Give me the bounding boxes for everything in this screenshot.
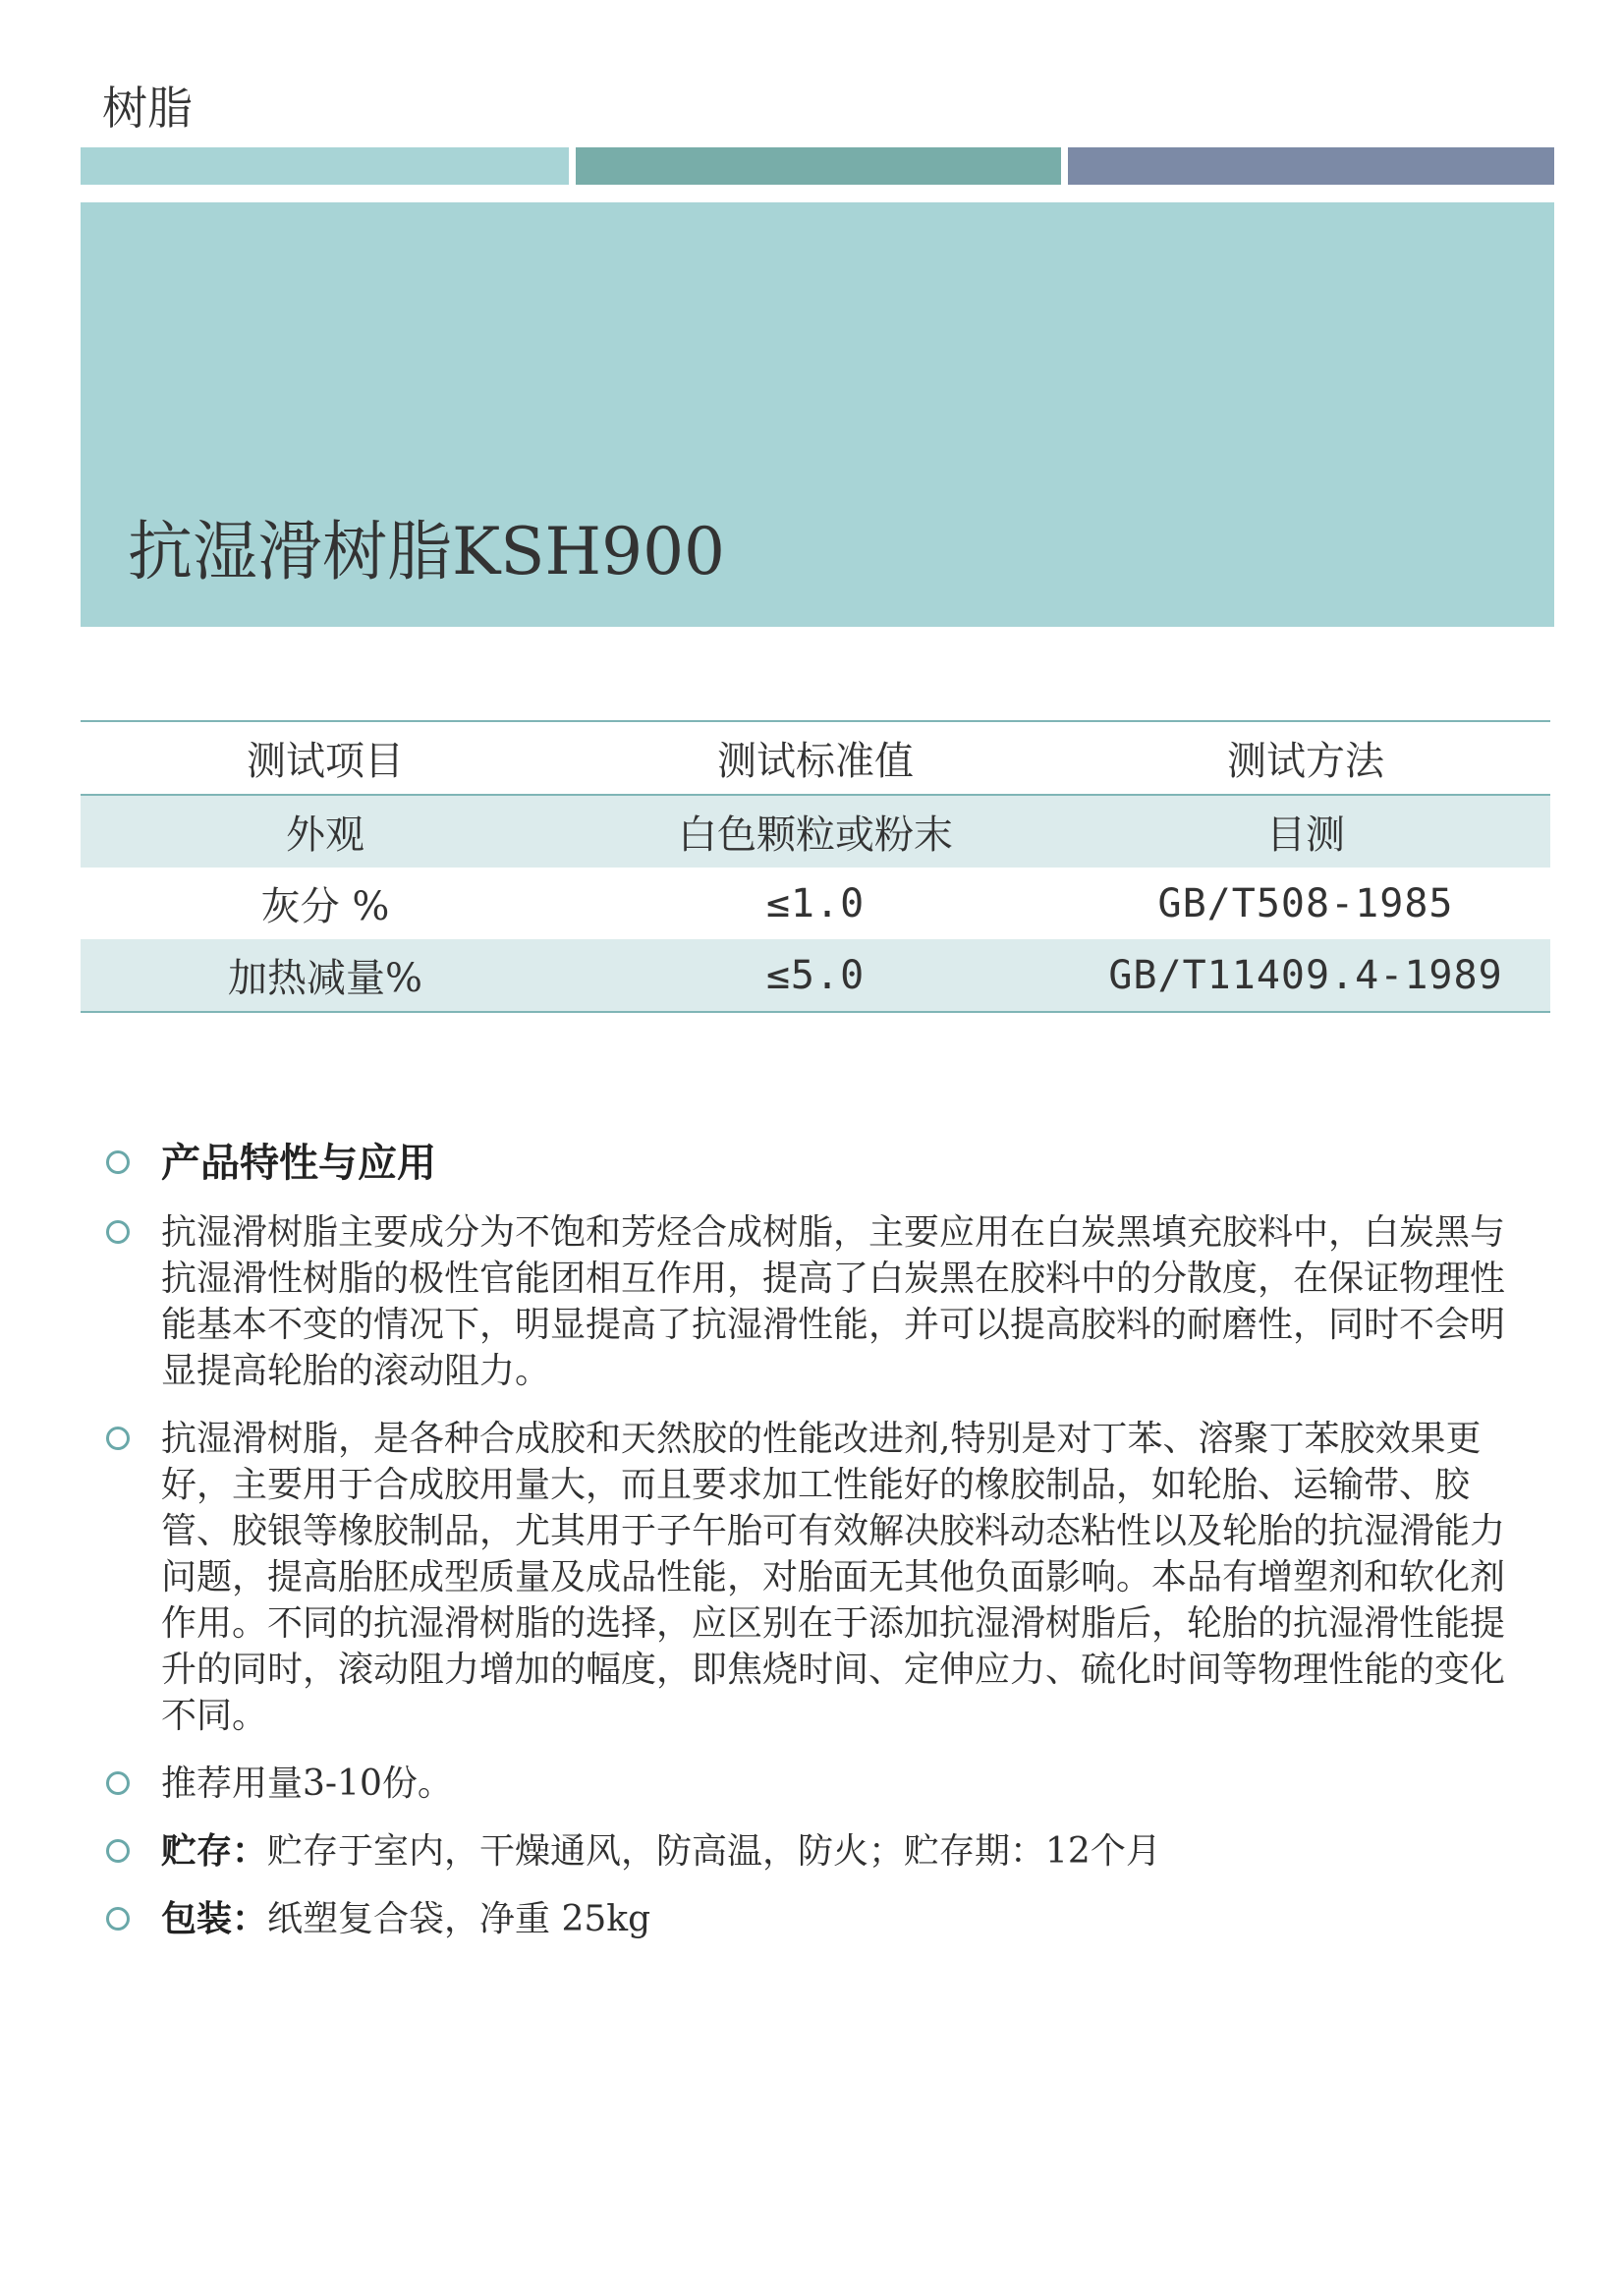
column-header-test-method: 测试方法 [1061, 721, 1550, 795]
table-cell: 外观 [81, 795, 570, 868]
circle-bullet-icon [106, 1220, 130, 1244]
paragraph-text: 推荐用量3-10份。 [161, 1764, 453, 1804]
paragraph-text: 抗湿滑树脂，是各种合成胶和天然胶的性能改进剂,特别是对丁苯、溶聚丁苯胶效果更好，主要用于合成胶用量大，而且要求加工性能好的橡胶制品，如轮胎、运输带、胶管、胶银等橡胶制品，尤其用于子午胎可有效解决胶料动态粘性以及轮胎的抗湿滑能力问题，提高胎胚成型质量及成品性能，对胎面无其他负面影响。本品有增塑剂和软化剂作用。不同的抗湿滑树脂的选择，应区别在于添加抗湿滑树脂后，轮胎的抗湿滑性能提升的同时，滚动阻力增加的幅度，即焦烧时间、定伸应力、硫化时间等物理性能的变化不同。 [161, 1419, 1506, 1736]
accent-bar-slate [1068, 147, 1554, 185]
table-row [81, 795, 1550, 868]
list-item-storage [102, 1828, 1537, 1875]
title-panel [81, 202, 1554, 627]
list-item-packaging [102, 1896, 1537, 1942]
table-header-row [81, 721, 1550, 795]
table-cell: ≤5.0 [570, 939, 1061, 1012]
column-header-test-item: 测试项目 [81, 721, 570, 795]
packaging-text: 纸塑复合袋，净重 25kg [267, 1899, 651, 1939]
table-cell: GB/T508-1985 [1157, 880, 1454, 926]
list-item [102, 1761, 1537, 1807]
spec-table [81, 720, 1550, 1013]
table-cell: GB/T11409.4-1989 [1061, 939, 1550, 1012]
table-cell: 目测 [1061, 795, 1550, 868]
circle-bullet-icon [106, 1771, 130, 1795]
notes-list [102, 1140, 1537, 1964]
circle-bullet-icon [106, 1150, 130, 1174]
table-cell: 灰分 % [260, 884, 390, 929]
product-title: 抗湿滑树脂KSH900 [128, 514, 726, 589]
circle-bullet-icon [106, 1839, 130, 1863]
packaging-label: 包装： [161, 1898, 268, 1939]
storage-label: 贮存： [161, 1830, 268, 1872]
section-heading-text: 产品特性与应用 [161, 1140, 436, 1186]
section-heading [102, 1140, 1537, 1186]
table-cell: 白色颗粒或粉末 [570, 795, 1061, 868]
table-cell: ≤1.0 [765, 880, 866, 926]
table-row [81, 939, 1550, 1012]
list-item [102, 1416, 1537, 1739]
paragraph-text: 抗湿滑树脂主要成分为不饱和芳烃合成树脂，主要应用在白炭黑填充胶料中，白炭黑与抗湿滑性树脂的极性官能团相互作用，提高了白炭黑在胶料中的分散度，在保证物理性能基本不变的情况下，明显提高了抗湿滑性能，并可以提高胶料的耐磨性，同时不会明显提高轮胎的滚动阻力。 [161, 1212, 1506, 1391]
accent-bar-teal [576, 147, 1061, 185]
storage-text: 贮存于室内，干燥通风，防高温，防火；贮存期：12个月 [267, 1831, 1161, 1872]
column-header-standard-value: 测试标准值 [570, 721, 1061, 795]
accent-bar-light-teal [81, 147, 569, 185]
circle-bullet-icon [106, 1907, 130, 1931]
category-label: 树脂 [102, 82, 193, 135]
table-row [81, 868, 1550, 939]
table-cell: 加热减量% [81, 939, 570, 1012]
list-item [102, 1209, 1537, 1394]
circle-bullet-icon [106, 1427, 130, 1450]
